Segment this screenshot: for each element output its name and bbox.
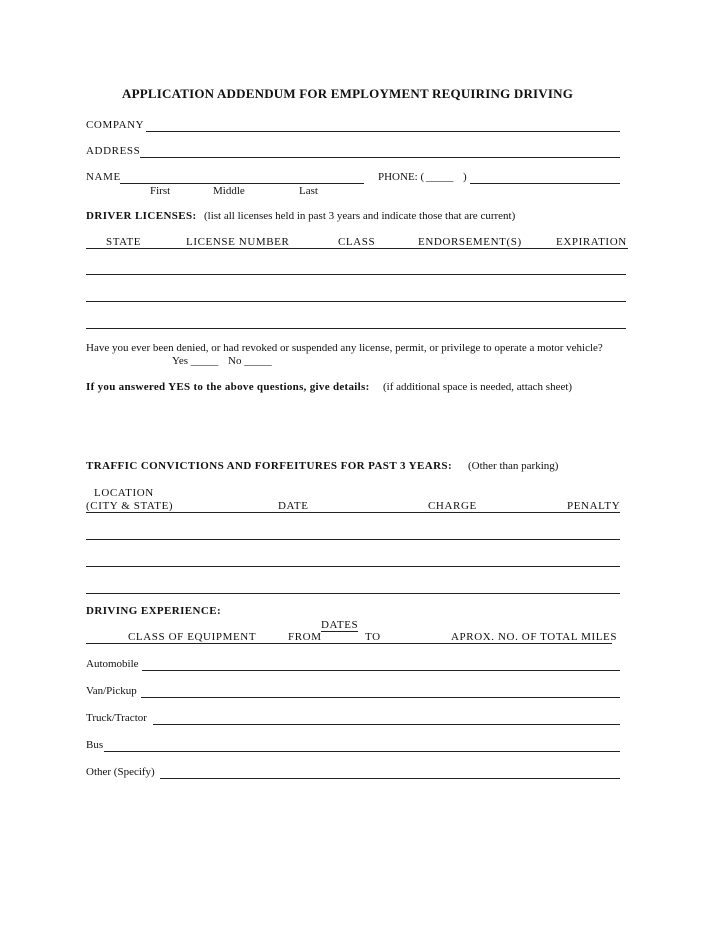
- licenses-entry-line[interactable]: [86, 328, 626, 329]
- denied-question: Have you ever been denied, or had revoked or suspended any license, permit, or privilege to operate a motor vehicle?: [86, 342, 603, 354]
- convictions-col-date: DATE: [278, 500, 309, 512]
- licenses-heading: DRIVER LICENSES:: [86, 210, 197, 222]
- convictions-col-location-sub: (CITY & STATE): [86, 500, 174, 512]
- phone-number-field[interactable]: [470, 183, 620, 184]
- licenses-entry-line[interactable]: [86, 274, 626, 275]
- convictions-note: (Other than parking): [468, 460, 559, 472]
- convictions-entry-line[interactable]: [86, 593, 620, 594]
- phone-label: PHONE: (: [378, 171, 425, 183]
- convictions-col-charge: CHARGE: [428, 500, 477, 512]
- details-heading: If you answered YES to the above questions, give details:: [86, 381, 370, 393]
- experience-row-field[interactable]: [141, 697, 620, 698]
- experience-row-field[interactable]: [153, 724, 620, 725]
- licenses-col-state: STATE: [106, 236, 142, 248]
- experience-col-miles: APROX. NO. OF TOTAL MILES: [451, 631, 618, 643]
- experience-row-label: Truck/Tractor: [86, 712, 147, 724]
- experience-row-field[interactable]: [104, 751, 620, 752]
- experience-col-from: FROM: [288, 631, 322, 643]
- phone-paren-close: ): [463, 171, 467, 183]
- convictions-col-location: LOCATION: [94, 487, 154, 499]
- convictions-col-penalty: PENALTY: [567, 500, 621, 512]
- licenses-col-endorsements: ENDORSEMENT(S): [418, 236, 522, 248]
- experience-col-class: CLASS OF EQUIPMENT: [128, 631, 257, 643]
- experience-dates-rule: [321, 631, 358, 632]
- convictions-entry-line[interactable]: [86, 539, 620, 540]
- name-last-caption: Last: [299, 185, 318, 197]
- experience-dates-label: DATES: [321, 619, 359, 631]
- details-text-area[interactable]: [86, 398, 626, 450]
- denied-yes-field[interactable]: Yes _____: [172, 355, 219, 367]
- licenses-note: (list all licenses held in past 3 years and indicate those that are current): [204, 210, 516, 222]
- licenses-col-number: LICENSE NUMBER: [186, 236, 290, 248]
- experience-row-label: Other (Specify): [86, 766, 155, 778]
- name-first-caption: First: [150, 185, 171, 197]
- name-middle-caption: Middle: [213, 185, 245, 197]
- experience-row-label: Van/Pickup: [86, 685, 137, 697]
- convictions-entry-line[interactable]: [86, 566, 620, 567]
- experience-heading: DRIVING EXPERIENCE:: [86, 605, 222, 617]
- name-field[interactable]: [120, 183, 364, 184]
- licenses-entry-line[interactable]: [86, 301, 626, 302]
- convictions-header-rule: [86, 512, 620, 513]
- experience-row-field[interactable]: [142, 670, 620, 671]
- address-field[interactable]: [140, 157, 620, 158]
- company-label: COMPANY: [86, 119, 145, 131]
- licenses-col-expiration: EXPIRATION: [556, 236, 627, 248]
- denied-no-field[interactable]: No _____: [228, 355, 272, 367]
- address-label: ADDRESS: [86, 145, 141, 157]
- experience-header-rule: [86, 643, 612, 644]
- company-field[interactable]: [146, 131, 620, 132]
- experience-row-field[interactable]: [160, 778, 620, 779]
- experience-col-to: TO: [365, 631, 381, 643]
- experience-row-label: Bus: [86, 739, 104, 751]
- page-title: APPLICATION ADDENDUM FOR EMPLOYMENT REQUIRING DRIVING: [122, 86, 574, 101]
- convictions-heading: TRAFFIC CONVICTIONS AND FORFEITURES FOR PAST 3 YEARS:: [86, 460, 453, 472]
- details-note: (if additional space is needed, attach sheet): [383, 381, 573, 393]
- licenses-col-class: CLASS: [338, 236, 376, 248]
- phone-area-code-field[interactable]: _____: [426, 171, 454, 183]
- name-label: NAME: [86, 171, 121, 183]
- experience-row-label: Automobile: [86, 658, 139, 670]
